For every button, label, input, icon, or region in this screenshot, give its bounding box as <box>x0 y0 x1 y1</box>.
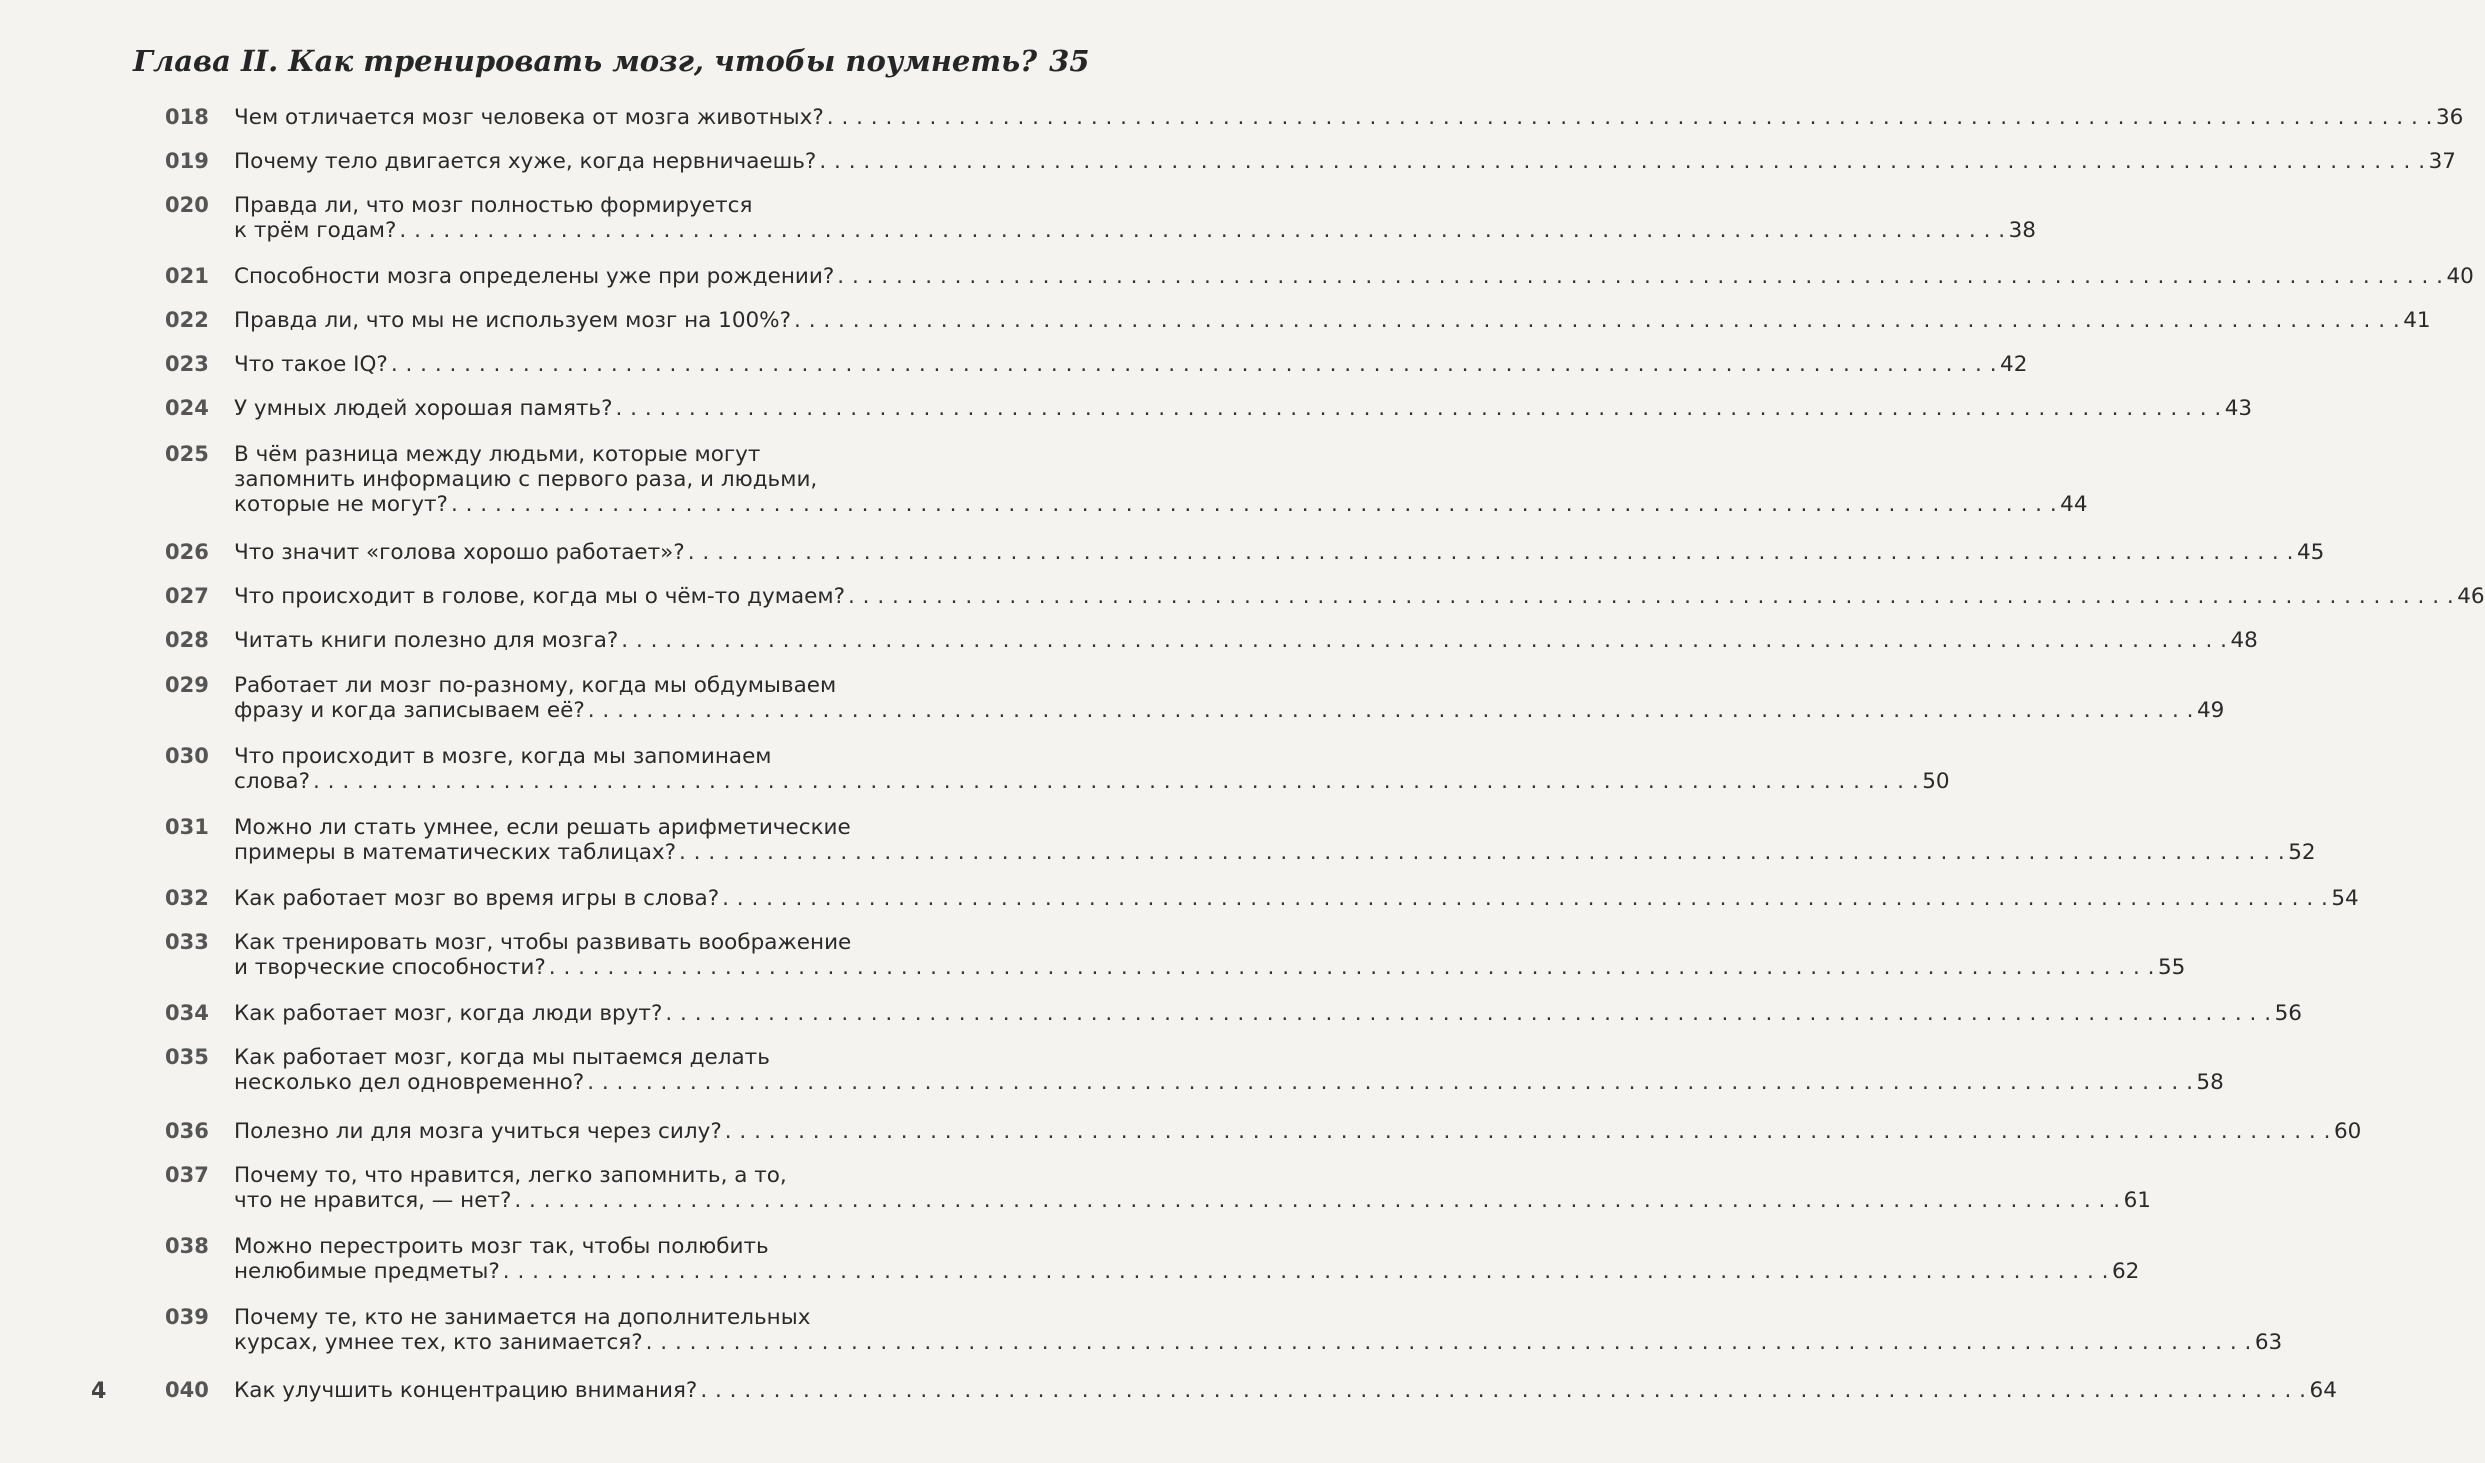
entry-text <box>234 540 2325 565</box>
entry-number: 032 <box>165 886 209 910</box>
entry-page-number: 44 <box>2060 492 2088 517</box>
leader-dots <box>399 218 2005 243</box>
entry-text <box>234 744 1950 794</box>
entry-line: Как работает мозг во время игры в слова? <box>234 886 720 911</box>
entry-line: Почему то, что нравится, легко запомнить, а то, <box>234 1163 787 1188</box>
entry-page-number: 48 <box>2230 628 2258 653</box>
entry-number: 037 <box>165 1163 209 1187</box>
leader-dots <box>665 1001 2271 1026</box>
entry-line: фразу и когда записываем её? <box>234 698 585 723</box>
entry-page-number: 60 <box>2333 1119 2362 1144</box>
entry-page-number: 50 <box>1922 769 1950 794</box>
entry-line: примеры в математических таблицах? <box>234 840 677 865</box>
entry-page-number: 37 <box>2428 149 2456 174</box>
page-folio: 4 <box>91 1379 107 1404</box>
entry-line: курсах, умнее тех, кто занимается? <box>234 1330 643 1355</box>
entry-page-number: 61 <box>2123 1188 2151 1213</box>
entry-page-number: 42 <box>2000 352 2028 377</box>
entry-line: несколько дел одновременно? <box>234 1070 585 1095</box>
leader-dots <box>848 584 2454 609</box>
entry-text <box>234 815 2316 865</box>
leader-dots <box>391 352 1997 377</box>
entry-line: Читать книги полезно для мозга? <box>234 628 619 653</box>
leader-dots <box>646 1330 2252 1355</box>
entry-last-line <box>234 1188 2151 1213</box>
entry-page-number: 63 <box>2254 1330 2283 1355</box>
entry-line: и творческие способности? <box>234 955 546 980</box>
entry-last-line <box>234 840 2316 865</box>
entry-number: 022 <box>165 308 209 332</box>
entry-last-line <box>234 1070 2224 1095</box>
entry-line: В чём разница между людьми, которые могут <box>234 442 761 467</box>
entry-page-number: 43 <box>2224 396 2253 421</box>
entry-number: 028 <box>165 628 209 652</box>
entry-page-number: 45 <box>2296 540 2325 565</box>
entry-page-number: 41 <box>2403 308 2431 333</box>
leader-dots <box>587 1070 2193 1095</box>
leader-dots <box>794 308 2400 333</box>
chapter-title: Глава II. Как тренировать мозг, чтобы поумнеть? <box>133 44 1038 78</box>
entry-last-line <box>234 396 2253 421</box>
entry-number: 031 <box>165 815 209 839</box>
entry-last-line <box>234 492 2088 517</box>
leader-dots <box>827 105 2433 130</box>
entry-line: слова? <box>234 769 310 794</box>
entry-text <box>234 149 2456 174</box>
entry-line: Можно перестроить мозг так, чтобы полюбить <box>234 1234 769 1259</box>
entry-last-line <box>234 1378 2337 1403</box>
leader-dots <box>679 840 2285 865</box>
entry-line: Что такое IQ? <box>234 352 388 377</box>
leader-dots <box>819 149 2425 174</box>
leader-dots <box>725 1119 2331 1144</box>
entry-number: 040 <box>165 1378 209 1402</box>
entry-number: 023 <box>165 352 209 376</box>
entry-line: Полезно ли для мозга учиться через силу? <box>234 1119 722 1144</box>
entry-number: 027 <box>165 584 209 608</box>
entry-last-line <box>234 886 2359 911</box>
leader-dots <box>313 769 1919 794</box>
entry-text <box>234 584 2485 609</box>
entry-line: Почему те, кто не занимается на дополнительных <box>234 1305 811 1330</box>
entry-last-line <box>234 769 1950 794</box>
entry-text <box>234 1001 2302 1026</box>
entry-last-line <box>234 584 2485 609</box>
entry-last-line <box>234 540 2325 565</box>
entry-number: 019 <box>165 149 209 173</box>
entry-number: 029 <box>165 673 209 697</box>
leader-dots <box>837 264 2443 289</box>
entry-number: 024 <box>165 396 209 420</box>
entry-line: Работает ли мозг по-разному, когда мы обдумываем <box>234 673 837 698</box>
entry-last-line <box>234 308 2431 333</box>
entry-text <box>234 105 2464 130</box>
leader-dots <box>503 1259 2109 1284</box>
entry-page-number: 54 <box>2331 886 2359 911</box>
entry-number: 034 <box>165 1001 209 1025</box>
entry-line: Правда ли, что мы не используем мозг на 100%? <box>234 308 792 333</box>
entry-page-number: 46 <box>2457 584 2485 609</box>
entry-line: Что происходит в голове, когда мы о чём-то думаем? <box>234 584 845 609</box>
entry-last-line <box>234 698 2225 723</box>
entry-text <box>234 396 2253 421</box>
entry-line: Чем отличается мозг человека от мозга животных? <box>234 105 824 130</box>
leader-dots <box>722 886 2328 911</box>
entry-number: 025 <box>165 442 209 466</box>
entry-text <box>234 1378 2337 1403</box>
entry-last-line <box>234 1119 2362 1144</box>
entry-page-number: 58 <box>2196 1070 2224 1095</box>
entry-text <box>234 308 2431 333</box>
entry-line: нелюбимые предметы? <box>234 1259 500 1284</box>
entry-text <box>234 193 2036 243</box>
leader-dots <box>514 1188 2120 1213</box>
entry-text <box>234 1045 2224 1095</box>
leader-dots <box>549 955 2155 980</box>
leader-dots <box>621 628 2227 653</box>
entry-page-number: 38 <box>2008 218 2036 243</box>
entry-last-line <box>234 955 2186 980</box>
entry-line: Как улучшить концентрацию внимания? <box>234 1378 698 1403</box>
entry-number: 038 <box>165 1234 209 1258</box>
entry-line: Почему тело двигается хуже, когда нервничаешь? <box>234 149 817 174</box>
entry-page-number: 62 <box>2111 1259 2140 1284</box>
leader-dots <box>588 698 2194 723</box>
entry-last-line <box>234 149 2456 174</box>
entry-number: 026 <box>165 540 209 564</box>
entry-text <box>234 673 2225 723</box>
entry-text <box>234 442 2088 517</box>
entry-text <box>234 628 2258 653</box>
entry-line: У умных людей хорошая память? <box>234 396 613 421</box>
entry-number: 018 <box>165 105 209 129</box>
entry-text <box>234 1234 2140 1284</box>
entry-text <box>234 264 2474 289</box>
entry-last-line <box>234 1330 2283 1355</box>
chapter-page-number: 35 <box>1049 44 1090 78</box>
entry-text <box>234 886 2359 911</box>
leader-dots <box>616 396 2222 421</box>
entry-last-line <box>234 218 2036 243</box>
entry-line: к трём годам? <box>234 218 397 243</box>
entry-number: 030 <box>165 744 209 768</box>
entry-line: запомнить информацию с первого раза, и людьми, <box>234 467 818 492</box>
entry-page-number: 40 <box>2446 264 2474 289</box>
entry-line: Как работает мозг, когда люди врут? <box>234 1001 663 1026</box>
entry-text <box>234 930 2186 980</box>
entry-line: которые не могут? <box>234 492 448 517</box>
entry-line: что не нравится, — нет? <box>234 1188 512 1213</box>
entry-line: Как работает мозг, когда мы пытаемся делать <box>234 1045 770 1070</box>
entry-last-line <box>234 264 2474 289</box>
entry-page-number: 36 <box>2435 105 2464 130</box>
entry-number: 035 <box>165 1045 209 1069</box>
leader-dots <box>700 1378 2306 1403</box>
entry-line: Что происходит в мозге, когда мы запоминаем <box>234 744 772 769</box>
entry-text <box>234 1119 2362 1144</box>
entry-page-number: 52 <box>2288 840 2316 865</box>
entry-page-number: 49 <box>2196 698 2225 723</box>
entry-last-line <box>234 352 2028 377</box>
entry-text <box>234 1305 2283 1355</box>
entry-number: 036 <box>165 1119 209 1143</box>
entry-last-line <box>234 1259 2140 1284</box>
entry-line: Способности мозга определены уже при рождении? <box>234 264 835 289</box>
entry-last-line <box>234 1001 2302 1026</box>
entry-line: Можно ли стать умнее, если решать арифметические <box>234 815 851 840</box>
entry-number: 020 <box>165 193 209 217</box>
entry-page-number: 56 <box>2274 1001 2302 1026</box>
entry-text <box>234 352 2028 377</box>
leader-dots <box>688 540 2294 565</box>
entry-number: 021 <box>165 264 209 288</box>
entry-last-line <box>234 105 2464 130</box>
entry-number: 039 <box>165 1305 209 1329</box>
entry-page-number: 64 <box>2309 1378 2337 1403</box>
entry-last-line <box>234 628 2258 653</box>
entry-number: 033 <box>165 930 209 954</box>
entry-text <box>234 1163 2151 1213</box>
entry-line: Правда ли, что мозг полностью формируется <box>234 193 753 218</box>
entry-line: Что значит «голова хорошо работает»? <box>234 540 685 565</box>
entry-page-number: 55 <box>2158 955 2186 980</box>
entry-line: Как тренировать мозг, чтобы развивать воображение <box>234 930 852 955</box>
leader-dots <box>451 492 2057 517</box>
